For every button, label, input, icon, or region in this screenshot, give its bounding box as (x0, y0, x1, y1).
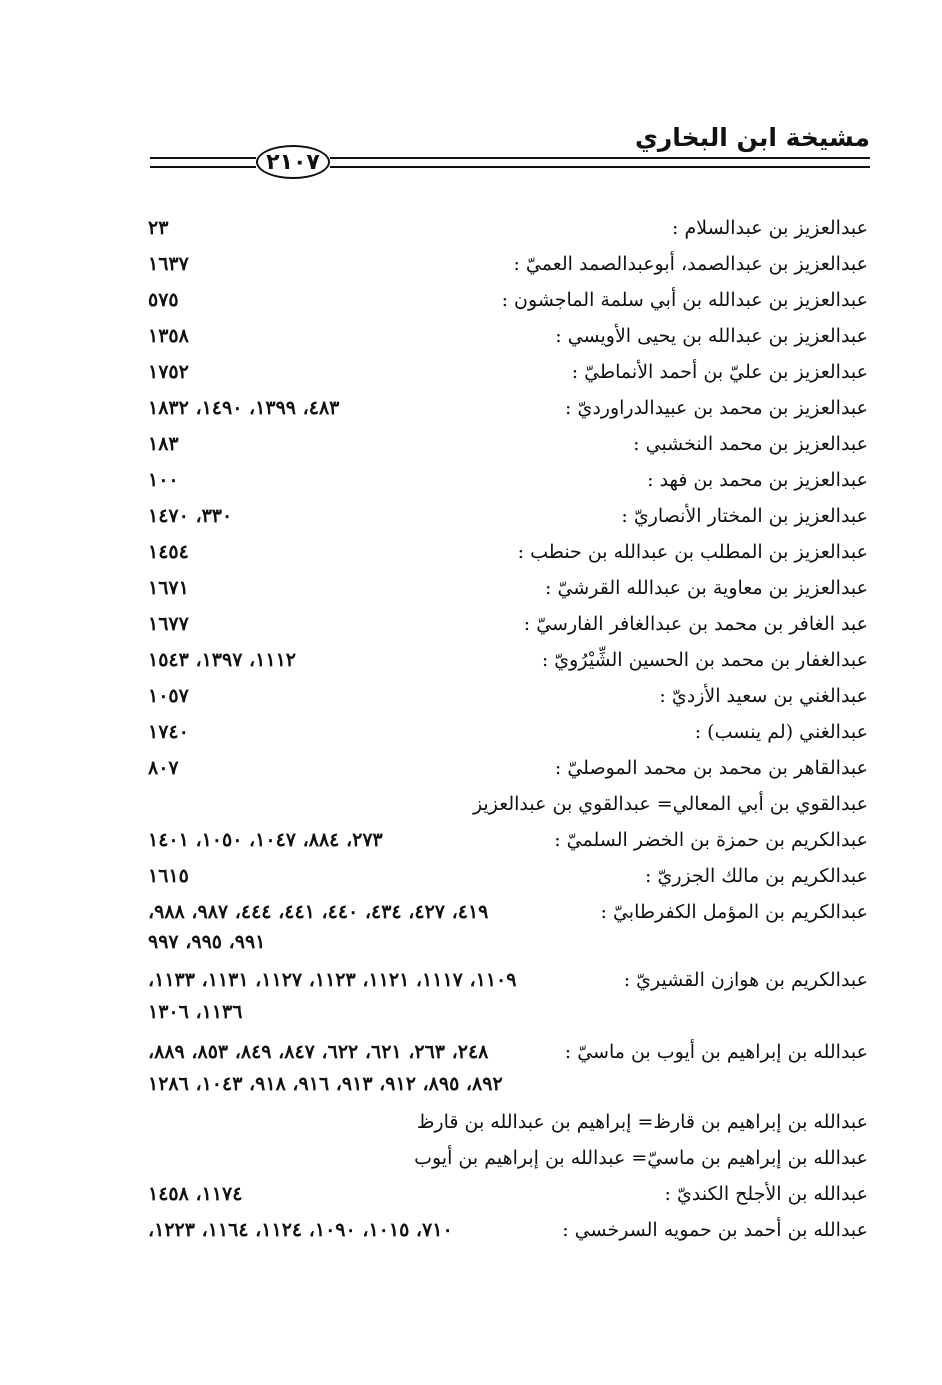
book-title: مشيخة ابن البخاري (634, 123, 870, 152)
entry-refs: ١٠٠ (148, 469, 179, 491)
entry-refs: ١١٠٩، ١١١٧، ١١٢١، ١١٢٣، ١١٢٧، ١١٣١، ١١٣٣، (148, 969, 517, 991)
index-entry (148, 678, 868, 714)
entry-refs: ١٦٧٧ (148, 613, 189, 635)
entry-name: عبد الغافر بن محمد بن عبدالغافر الفارسيّ : (523, 613, 868, 635)
entry-refs: ١٤٥٤ (148, 541, 189, 563)
entry-refs: ١٦٧١ (148, 577, 189, 599)
page-number-text: ٢١٠٧ (266, 149, 320, 175)
entry-name: عبدالعزيز بن محمد بن عبيدالدراورديّ : (565, 397, 868, 419)
entry-refs-continued: ١١٣٦، ١٣٠٦ (148, 1001, 243, 1023)
entry-refs: ٧١٠، ١٠١٥، ١٠٩٠، ١١٢٤، ١١٦٤، ١٢٢٣، (148, 1219, 453, 1241)
entry-name: عبدالعزيز بن معاوية بن عبدالله القرشيّ : (545, 577, 868, 599)
entry-name: عبدالغني (لم ينسب) : (694, 721, 868, 743)
index-entry (148, 858, 868, 894)
entry-name: عبدالعزيز بن عبدالصمد، أبوعبدالصمد العميّ : (513, 253, 868, 275)
entry-name: عبدالعزيز بن عبدالله بن يحيى الأويسي : (555, 325, 868, 347)
entry-refs: ١٦٣٧ (148, 253, 189, 275)
entry-name: عبدالعزيز بن عليّ بن أحمد الأنماطيّ : (571, 361, 868, 383)
entry-refs: ٥٧٥ (148, 289, 179, 311)
entry-refs: ١٧٤٠ (148, 721, 189, 743)
index-entry (148, 318, 868, 354)
header-rule-right-2 (330, 166, 870, 168)
index-entry (148, 1034, 868, 1070)
index-entry (148, 962, 868, 998)
index-entry (148, 822, 868, 858)
index-entry (148, 1176, 868, 1212)
entry-name: عبدالعزيز بن المختار الأنصاريّ : (621, 505, 868, 527)
entry-name: عبدالقاهر بن محمد بن محمد الموصليّ : (554, 757, 868, 779)
entry-name: عبدالعزيز بن محمد بن فهد : (647, 469, 868, 491)
cross-reference: عبدالله بن إبراهيم بن ماسيّ= عبدالله بن إبراهيم بن أيوب (414, 1147, 868, 1169)
index-entry (148, 462, 868, 498)
index-entry (148, 498, 868, 534)
index-entry (148, 210, 868, 246)
page-number (256, 145, 330, 179)
entry-name: عبدالغفار بن محمد بن الحسين الشِّيْرُويّ : (541, 649, 868, 671)
entry-refs: ١٨٣ (148, 433, 179, 455)
entry-refs: ٢٣ (148, 217, 169, 239)
entry-name: عبدالكريم بن المؤمل الكفرطابيّ : (600, 901, 868, 923)
entry-refs-continued: ٨٩٢، ٨٩٥، ٩١٢، ٩١٣، ٩١٦، ٩١٨، ١٠٤٣، ١٢٨٦ (148, 1073, 503, 1095)
entry-refs: ١٧٥٢ (148, 361, 189, 383)
header-rule-left-1 (150, 157, 256, 159)
index-entry (148, 282, 868, 318)
index-entry (148, 390, 868, 426)
cross-reference: عبدالله بن إبراهيم بن قارظ= إبراهيم بن عبدالله بن قارظ (416, 1111, 868, 1133)
index-entry (148, 642, 868, 678)
index-entry (148, 714, 868, 750)
index-entry (148, 246, 868, 282)
entry-refs: ١٣٥٨ (148, 325, 189, 347)
entry-name: عبدالعزيز بن محمد النخشبي : (633, 433, 868, 455)
entry-refs: ١٦١٥ (148, 865, 189, 887)
entry-name: عبدالعزيز بن عبدالله بن أبي سلمة الماجشون : (501, 289, 868, 311)
entry-name: عبدالعزيز بن المطلب بن عبدالله بن حنطب : (517, 541, 868, 563)
entry-name: عبدالله بن أحمد بن حمويه السرخسي : (562, 1219, 868, 1241)
index-entry (148, 750, 868, 786)
entry-name: عبدالله بن إبراهيم بن أيوب بن ماسيّ : (564, 1041, 868, 1063)
entry-refs: ٢٧٣، ٨٨٤، ١٠٤٧، ١٠٥٠، ١٤٠١ (148, 829, 383, 851)
entry-name: عبدالكريم بن حمزة بن الخضر السلميّ : (554, 829, 868, 851)
entry-refs: ١١١٢، ١٣٩٧، ١٥٤٣ (148, 649, 296, 671)
entry-refs: ٢٤٨، ٢٦٣، ٦٢١، ٦٢٢، ٨٤٧، ٨٤٩، ٨٥٣، ٨٨٩، (148, 1041, 489, 1063)
index-entry (148, 426, 868, 462)
entry-refs: ٤١٩، ٤٢٧، ٤٣٤، ٤٤٠، ٤٤١، ٤٤٤، ٩٨٧، ٩٨٨، (148, 901, 489, 923)
entry-name: عبدالعزيز بن عبدالسلام : (672, 217, 868, 239)
entry-name: عبدالله بن الأجلح الكنديّ : (664, 1183, 868, 1205)
entry-name: عبدالكريم بن مالك الجزريّ : (645, 865, 868, 887)
header-rule-right-1 (330, 157, 870, 159)
entry-refs: ٨٠٧ (148, 757, 179, 779)
index-entry (148, 606, 868, 642)
index-entry (148, 570, 868, 606)
entry-refs: ٣٣٠، ١٤٧٠ (148, 505, 233, 527)
entry-name: عبدالغني بن سعيد الأزديّ : (659, 685, 868, 707)
index-entry (148, 1212, 868, 1248)
entry-refs-continued: ٩٩١، ٩٩٥، ٩٩٧ (148, 931, 266, 953)
cross-reference: عبدالقوي بن أبي المعالي= عبدالقوي بن عبدالعزيز (472, 793, 868, 815)
header-rule-left-2 (150, 166, 256, 168)
entry-refs: ١١٧٤، ١٤٥٨ (148, 1183, 243, 1205)
entry-refs: ٤٨٣، ١٣٩٩، ١٤٩٠، ١٨٣٢ (148, 397, 340, 419)
entry-name: عبدالكريم بن هوازن القشيريّ : (623, 969, 868, 991)
index-entry (148, 534, 868, 570)
entry-refs: ١٠٥٧ (148, 685, 189, 707)
index-entry (148, 354, 868, 390)
